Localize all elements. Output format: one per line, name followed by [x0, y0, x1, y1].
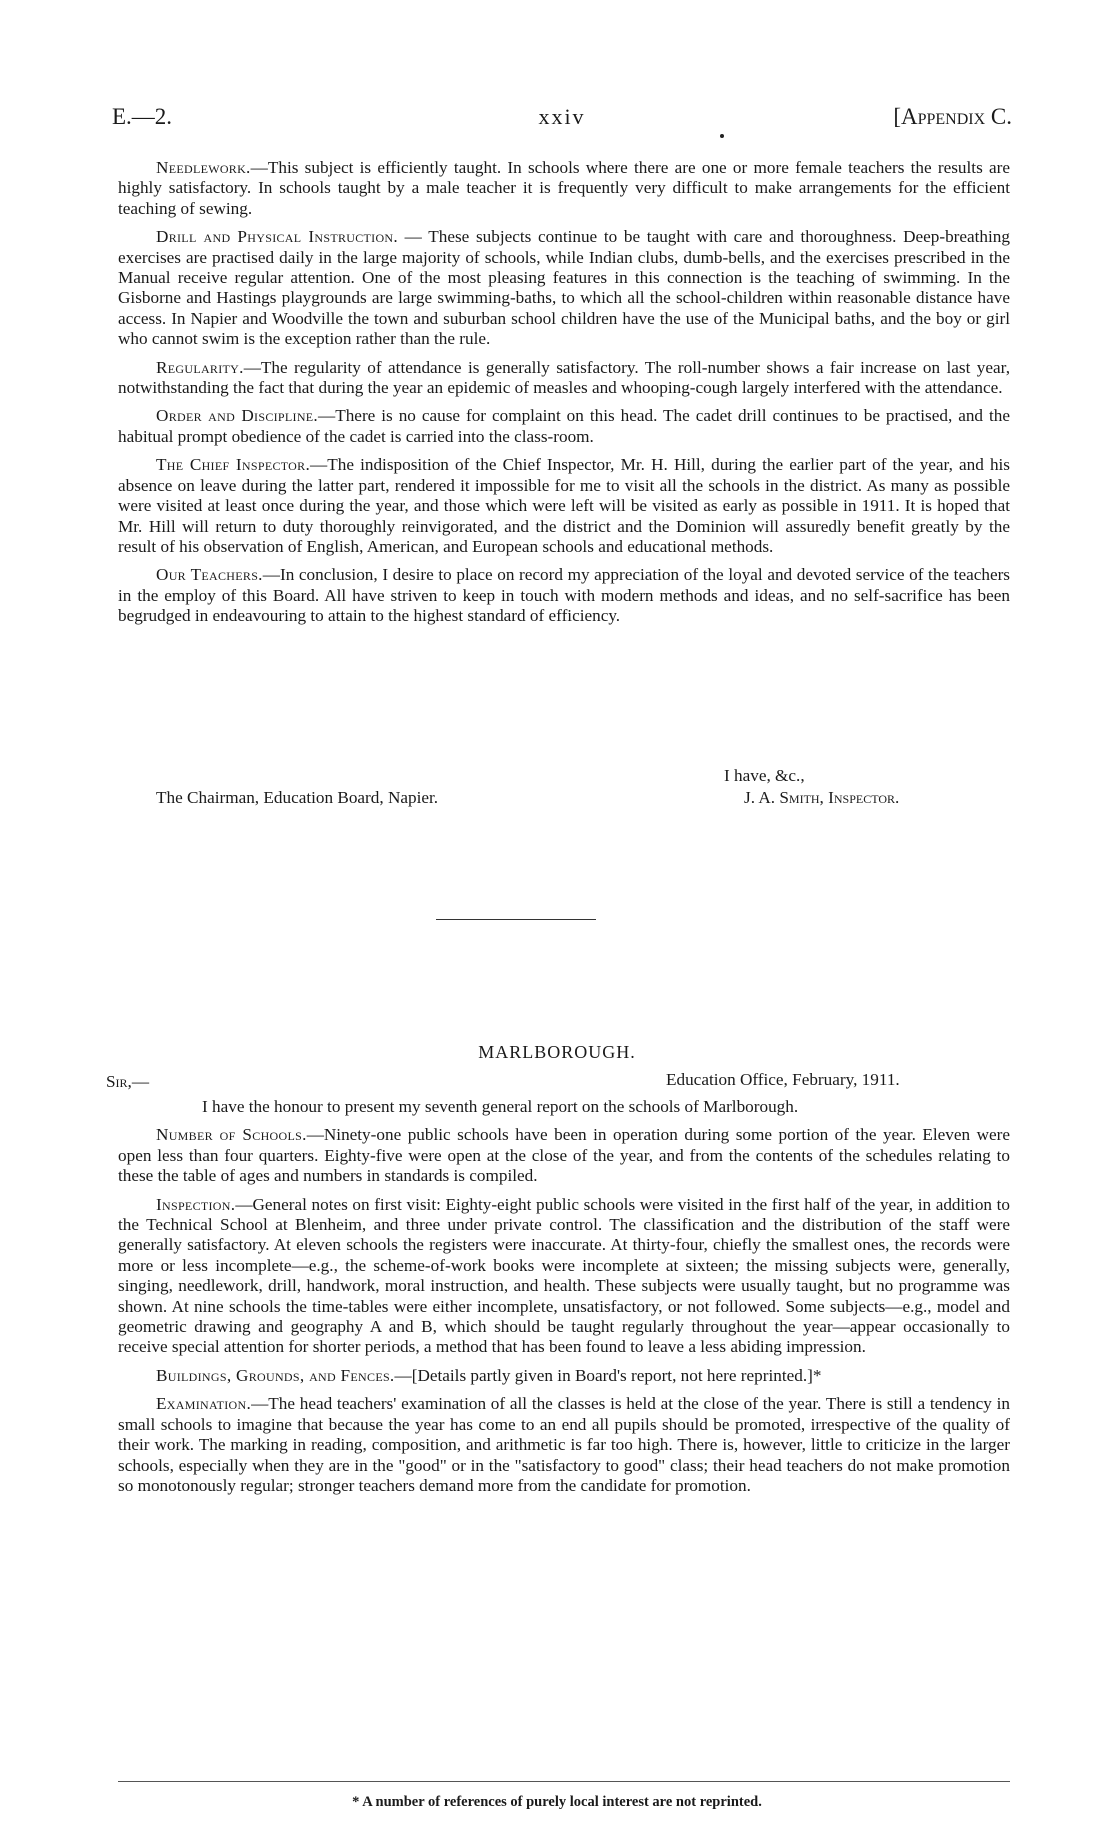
paragraph-regularity: [118, 358, 1010, 399]
paragraph-text: —In conclusion, I desire to place on record my appreciation of the loyal and devoted service of the teachers in the employ of this Board. All have striven to keep in touch with modern methods and ideas, and no self-sacrifice has been begrudged in endeavouring to attain to the highest standard of efficiency.: [118, 565, 1010, 626]
paragraph-text: — These subjects continue to be taught with care and thoroughness. Deep-breathing exercises are practised daily in the large majority of schools, while Indian clubs, dumb-bells, and the exercises prescribed in the Manual receive regular attention. One of the most pleasing features in this connection is the teaching of swimming. In the Gisborne and Hastings playgrounds are large swimming-baths, to which all the school-children within reasonable distance have access. In Napier and Woodville the town and suburban school children have the use of the Municipal baths, and the boy or girl who cannot swim is the exception rather than the rule.: [118, 227, 1010, 349]
paragraph-lead: Examination.: [156, 1394, 252, 1414]
paragraph-lead: The Chief Inspector.: [156, 455, 311, 475]
paragraph-order-discipline: [118, 406, 1010, 447]
signoff-addressee: The Chairman, Education Board, Napier.: [156, 788, 439, 807]
signoff-have: I have, &c.,: [724, 766, 805, 785]
paragraph-text: —[Details partly given in Board's report, not here reprinted.]*: [394, 1365, 822, 1385]
paragraph-lead: Needlework.: [156, 158, 251, 177]
header-right: [Appendix C.: [893, 104, 1012, 129]
paragraph-lead: Inspection.: [156, 1194, 236, 1214]
print-speck: [720, 134, 724, 138]
paragraph-text: —The head teachers' examination of all the classes is held at the close of the year. There is still a tendency in small schools to imagine that because the year has come to an end all pupils should be promoted, irrespective of the quality of their work. The marking in reading, composition, and arithmetic is far too high. There is, however, little to criticize in the larger schools, especially when they are in the "good" or in the "satisfactory to good" class; their head teachers do not make promotion so monotonously regular; stronger teachers demand more from the candidate for promotion.: [118, 1394, 1010, 1495]
footnote-rule: [118, 1781, 1010, 1782]
paragraph-drill: [118, 227, 1010, 349]
top-sections: [118, 158, 1010, 635]
paragraph-text: —There is no cause for complaint on this head. The cadet drill continues to be practised, and the habitual prompt obedience of the cadet is carried into the class-room.: [118, 406, 1010, 446]
signoff-signer: J. A. Smith, Inspector.: [744, 788, 900, 807]
paragraph-our-teachers: [118, 565, 1010, 626]
paragraph-text: —Ninety-one public schools have been in operation during some portion of the year. Eleven were open less than four quarters. Eighty-five were open at the close of the year, and from the contents of the schedules relating to these the table of ages and numbers in standards is compiled.: [118, 1125, 1010, 1186]
header-page-number: xxiv: [538, 104, 586, 129]
section-title: MARLBOROUGH.: [478, 1042, 636, 1062]
paragraph-intro: I have the honour to present my seventh general report on the schools of Marlborough.: [202, 1097, 799, 1116]
paragraph-number-of-schools: [118, 1125, 1010, 1186]
bottom-sections: [118, 1097, 1010, 1504]
paragraph-chief-inspector: [118, 455, 1010, 557]
paragraph-text: —This subject is efficiently taught. In schools where there are one or more female teachers the results are highly satisfactory. In schools taught by a male teacher it is frequently very difficult to make arrangements for the efficient teaching of sewing.: [118, 158, 1010, 218]
paragraph-inspection: [118, 1195, 1010, 1358]
paragraph-examination: [118, 1394, 1010, 1496]
office-date: Education Office, February, 1911.: [666, 1070, 900, 1089]
paragraph-lead: Drill and Physical Instruction.: [156, 227, 398, 247]
section-divider: [436, 919, 596, 920]
paragraph-text: —General notes on first visit: Eighty-eight public schools were visited in the first half of the year, in addition to the Technical School at Blenheim, and three under private control. The classification and the distribution of the staff were generally satisfactory. At eleven schools the registers were inaccurate. At thirty-four, chiefly the smallest ones, the records were more or less incomplete—e.g., the scheme-of-work books were incomplete at sixteen; the missing subjects were, generally, singing, needlework, drill, handwork, moral instruction, and health. These subjects were usually taught, but no programme was shown. At nine schools the time-tables were either incomplete, unsatisfactory, or not followed. Some subjects—e.g., model and geometric drawing and geography A and B, which should be taught regularly throughout the year—appear occasionally to receive special attention for shorter periods, a method that has been found to leave a less abiding impression.: [118, 1194, 1010, 1357]
page-header: [112, 104, 1012, 140]
paragraph-lead: Buildings, Grounds, and Fences.: [156, 1365, 395, 1385]
paragraph-buildings: [118, 1366, 1010, 1386]
paragraph-lead: Regularity.: [156, 357, 244, 377]
salutation: Sir,—: [106, 1072, 150, 1091]
paragraph-lead: Order and Discipline.: [156, 406, 319, 426]
paragraph-text: —The indisposition of the Chief Inspector, Mr. H. Hill, during the earlier part of the year, and his absence on leave during the latter part, rendered it impossible for me to visit all the schools in the district. As many as possible were visited at least once during the year, and those which were left will be visited as early as possible in 1911. It is hoped that Mr. Hill will return to duty thoroughly reinvigorated, and the district and the Dominion will assuredly benefit greatly by the result of his observation of English, American, and European schools and educational methods.: [118, 455, 1010, 556]
footnote: * A number of references of purely local interest are not reprinted.: [352, 1794, 762, 1810]
paragraph-lead: Our Teachers.: [156, 565, 263, 585]
paragraph-needlework: [118, 158, 1010, 219]
header-left: E.—2.: [112, 104, 173, 129]
paragraph-text: —The regularity of attendance is generally satisfactory. The roll-number shows a fair increase on last year, notwithstanding the fact that during the year an epidemic of measles and whooping-cough largely interfered with the attendance.: [118, 357, 1010, 398]
paragraph-lead: Number of Schools.: [156, 1125, 307, 1145]
